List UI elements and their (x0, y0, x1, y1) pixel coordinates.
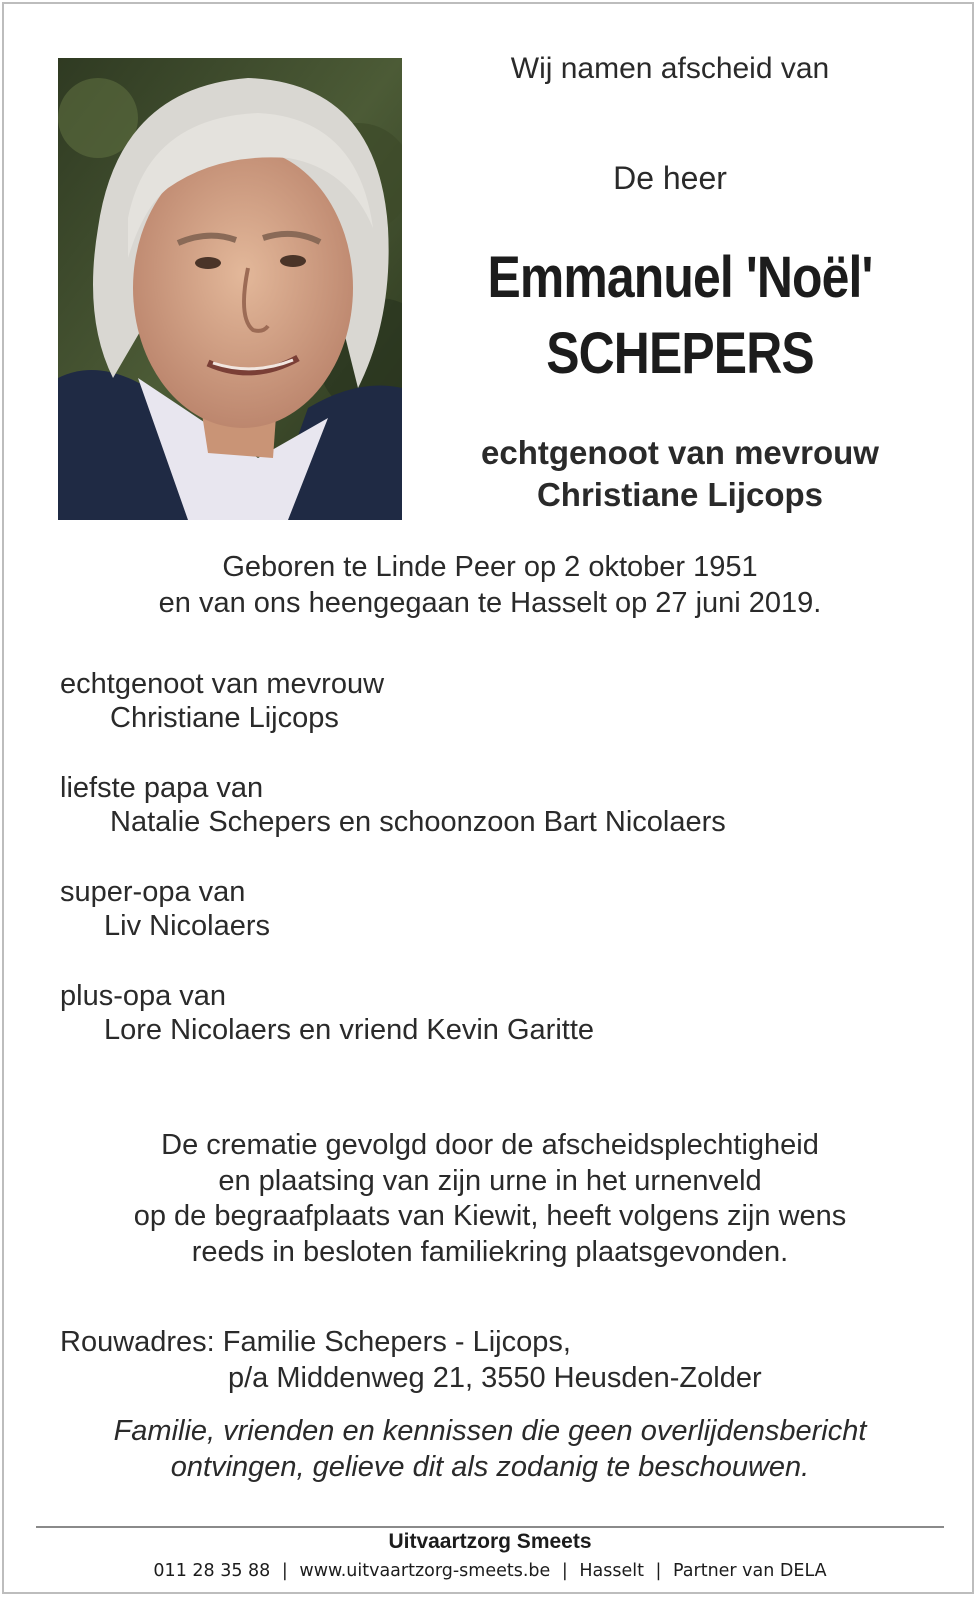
birth-line: Geboren te Linde Peer op 2 oktober 1951 (222, 551, 758, 583)
relation-label: liefste papa van (60, 772, 264, 804)
relation-value: Christiane Lijcops (110, 702, 339, 734)
portrait-photo (58, 58, 402, 520)
partner-label: Partner van DELA (673, 1561, 827, 1581)
relation-label: super-opa van (60, 876, 246, 908)
birth-death-dates (40, 549, 940, 621)
notice-remark-line2: ontvingen, gelieve dit als zodanig te beschouwen. (170, 1451, 810, 1483)
mourning-address-line2: p/a Middenweg 21, 3550 Heusden-Zolder (228, 1362, 762, 1394)
relation-label: echtgenoot van mevrouw (60, 668, 385, 700)
funeral-home-name: Uitvaartzorg Smeets (388, 1530, 592, 1553)
cremation-line: en plaatsing van zijn urne in het urnenveld (218, 1164, 762, 1197)
cremation-line: De crematie gevolgd door de afscheidsplechtigheid (161, 1129, 819, 1161)
cremation-line: reeds in besloten familiekring plaatsgevonden. (191, 1235, 789, 1268)
spouse-header (430, 432, 930, 516)
footer-divider (36, 1526, 944, 1528)
intro-text: Wij namen afscheid van (510, 52, 830, 85)
deceased-last-name: SCHEPERS (546, 321, 814, 386)
death-line: en van ons heengegaan te Hasselt op 27 juni 2019. (158, 587, 822, 619)
funeral-home-contact (40, 1561, 940, 1581)
deceased-first-name: Emmanuel 'Noël' (487, 245, 873, 310)
relation-label: plus-opa van (60, 980, 227, 1012)
separator: | (561, 1561, 568, 1581)
separator: | (281, 1561, 288, 1581)
spouse-header-line2: Christiane Lijcops (536, 476, 824, 513)
cremation-line: op de begraafplaats van Kiewit, heeft volgens zijn wens (133, 1200, 847, 1232)
website-link[interactable]: www.uitvaartzorg-smeets.be (299, 1561, 551, 1581)
relation-value: Liv Nicolaers (104, 910, 270, 942)
mourning-address-line1: Rouwadres: Familie Schepers - Lijcops, (60, 1326, 571, 1358)
phone-number[interactable]: 011 28 35 88 (153, 1561, 271, 1581)
cremation-notice (40, 1128, 940, 1270)
city-label: Hasselt (579, 1561, 644, 1581)
separator: | (655, 1561, 662, 1581)
portrait-illustration (58, 58, 402, 520)
relation-value: Natalie Schepers en schoonzoon Bart Nicolaers (110, 806, 726, 838)
deceased-name (465, 240, 895, 392)
spouse-header-line1: echtgenoot van mevrouw (481, 434, 879, 471)
notice-remark (40, 1413, 940, 1485)
relation-value: Lore Nicolaers en vriend Kevin Garitte (104, 1014, 595, 1046)
salutation: De heer (613, 160, 727, 196)
notice-remark-line1: Familie, vrienden en kennissen die geen overlijdensbericht (113, 1415, 867, 1447)
